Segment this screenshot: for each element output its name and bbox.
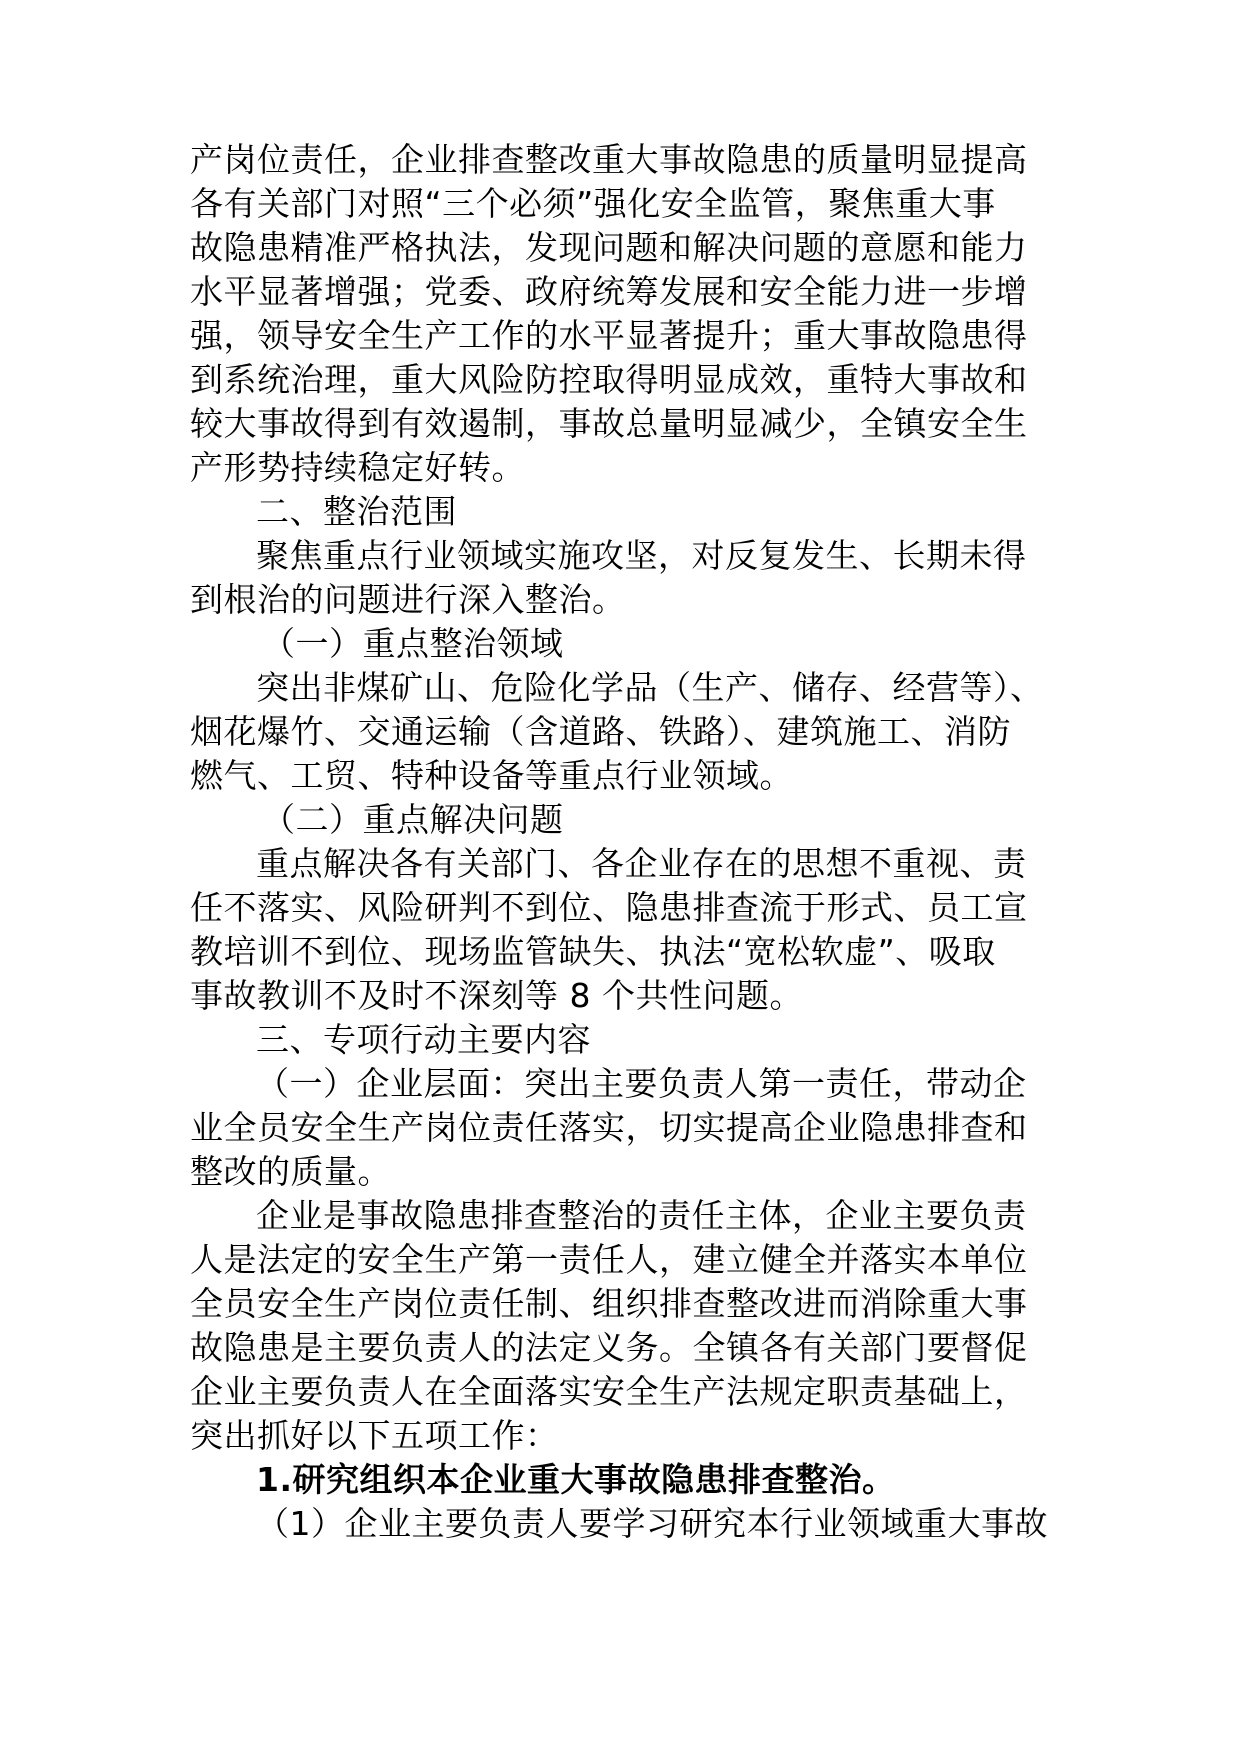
paragraph-line: 突出非煤矿山、危险化学品（生产、储存、经营等）、 [256,668,1044,707]
paragraph-line: 强，领导安全生产工作的水平显著提升；重大事故隐患得 [190,316,1028,355]
subsection-heading: （一）企业层面：突出主要负责人第一责任，带动企 [256,1064,1027,1103]
paragraph-line: 产形势持续稳定好转。 [190,448,525,487]
paragraph-line: 突出抓好以下五项工作： [190,1416,559,1455]
paragraph-line: 聚焦重点行业领域实施攻坚，对反复发生、长期未得 [256,536,1027,575]
paragraph-line: 任不落实、风险研判不到位、隐患排查流于形式、员工宣 [190,888,1028,927]
paragraph-line: 整改的质量。 [190,1152,391,1191]
paragraph-line: 故隐患精准严格执法，发现问题和解决问题的意愿和能力 [190,228,1028,267]
section-heading: 二、整治范围 [256,492,457,531]
paragraph-line: 到根治的问题进行深入整治。 [190,580,626,619]
paragraph-line: （1）企业主要负责人要学习研究本行业领域重大事故 [256,1504,1048,1543]
paragraph-line: 故隐患是主要负责人的法定义务。全镇各有关部门要督促 [190,1328,1028,1367]
section-heading: 三、专项行动主要内容 [256,1020,591,1059]
paragraph-line: 水平显著增强；党委、政府统筹发展和安全能力进一步增 [190,272,1028,311]
paragraph-line: 全员安全生产岗位责任制、组织排查整改进而消除重大事 [190,1284,1028,1323]
paragraph-line: 企业是事故隐患排查整治的责任主体，企业主要负责 [256,1196,1027,1235]
paragraph-line: 烟花爆竹、交通运输（含道路、铁路）、建筑施工、消防 [190,712,1011,751]
paragraph-line: 教培训不到位、现场监管缺失、执法“宽松软虚”、吸取 [190,932,996,971]
bold-item-heading: 1.研究组织本企业重大事故隐患排查整治。 [256,1460,896,1499]
paragraph-line: 业全员安全生产岗位责任落实，切实提高企业隐患排查和 [190,1108,1028,1147]
paragraph-line: 到系统治理，重大风险防控取得明显成效，重特大事故和 [190,360,1028,399]
paragraph-line: 人是法定的安全生产第一责任人，建立健全并落实本单位 [190,1240,1028,1279]
subsection-heading: （一）重点整治领域 [262,624,564,663]
paragraph-line: 企业主要负责人在全面落实安全生产法规定职责基础上， [190,1372,1028,1411]
paragraph-line: 产岗位责任，企业排查整改重大事故隐患的质量明显提高 [190,140,1028,179]
subsection-heading: （二）重点解决问题 [262,800,564,839]
paragraph-line: 事故教训不及时不深刻等 8 个共性问题。 [190,976,803,1015]
paragraph-line: 较大事故得到有效遏制，事故总量明显减少，全镇安全生 [190,404,1028,443]
paragraph-line: 燃气、工贸、特种设备等重点行业领域。 [190,756,793,795]
paragraph-line: 重点解决各有关部门、各企业存在的思想不重视、责 [256,844,1027,883]
paragraph-line: 各有关部门对照“三个必须”强化安全监管，聚焦重大事 [190,184,996,223]
